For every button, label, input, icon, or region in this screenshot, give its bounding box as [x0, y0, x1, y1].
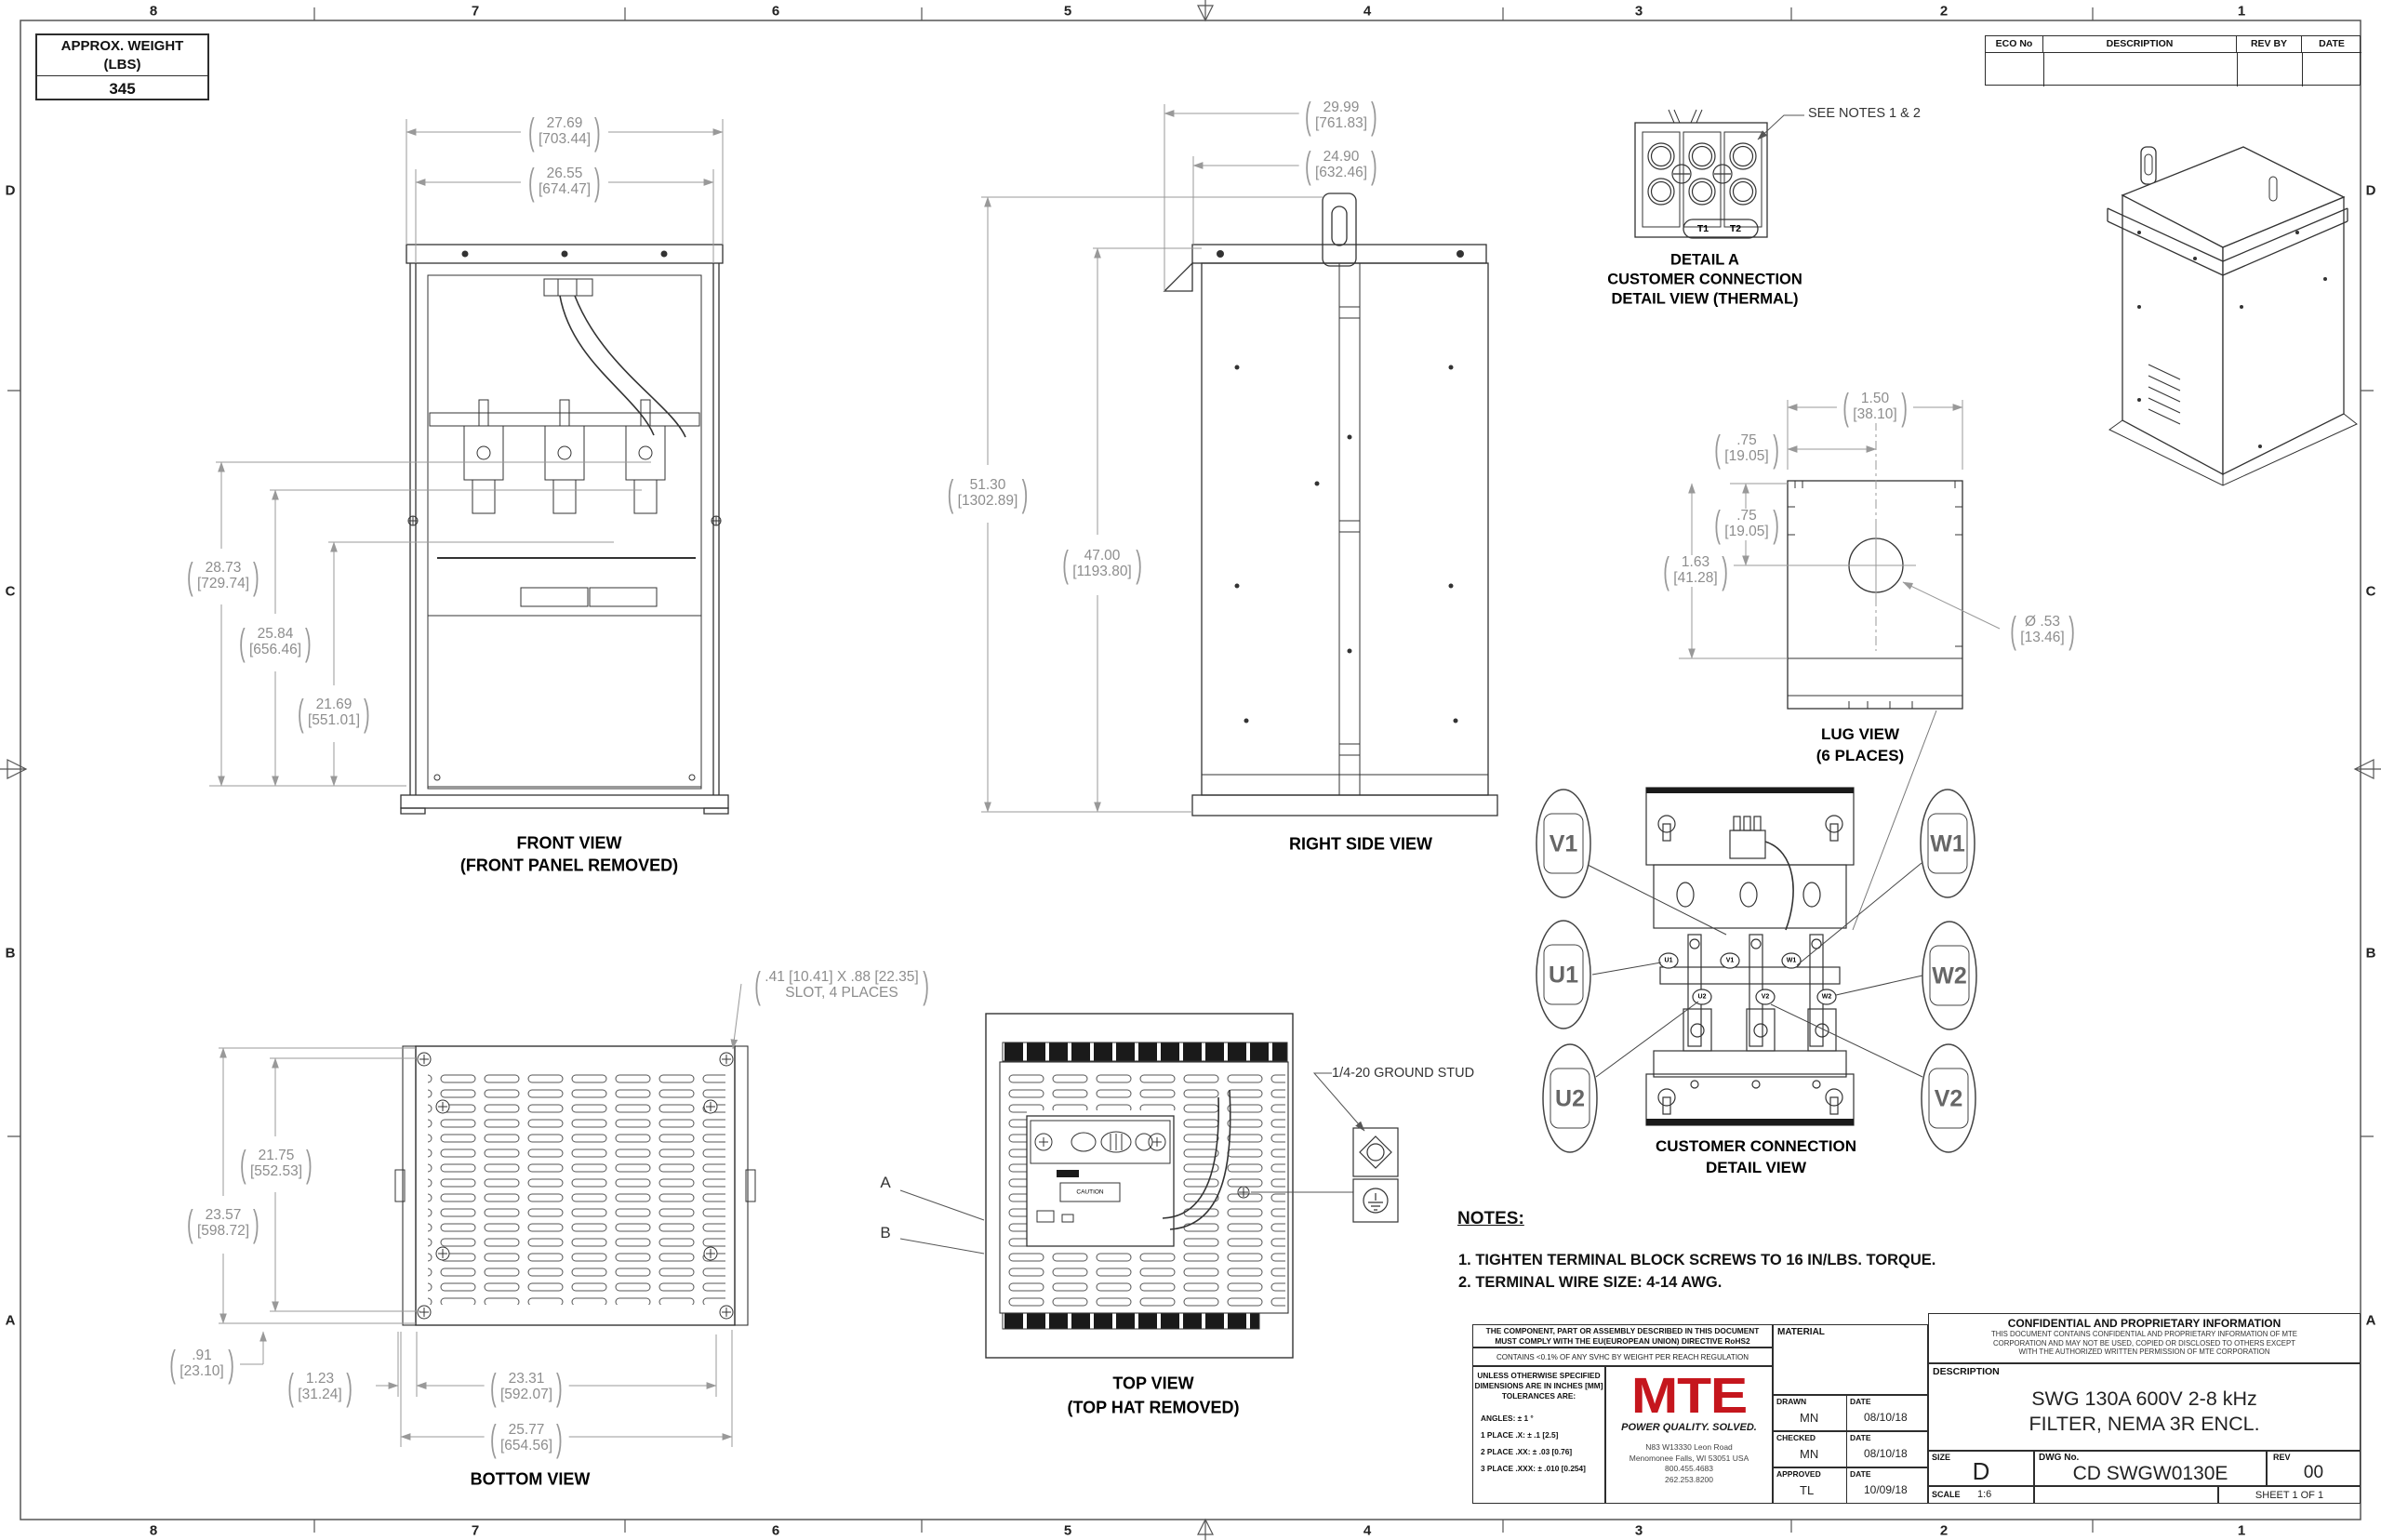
paren-close: ) — [923, 965, 929, 1006]
rohs-line-2: MUST COMPLY WITH THE EU(EUROPEAN UNION) DIRECTIVE RoHS2 — [1495, 1335, 1750, 1346]
tag-u1: U1 — [1664, 957, 1673, 964]
zone-bottom-7: 7 — [471, 1522, 480, 1539]
confidential-box — [1928, 1313, 2361, 1363]
paren-open: ( — [1304, 145, 1311, 186]
tag-u2: U2 — [1697, 993, 1707, 1001]
paren-close: ) — [1773, 429, 1779, 470]
dim-front-width-outer — [523, 112, 607, 153]
zone-top-7: 7 — [471, 3, 480, 20]
mte-tagline: POWER QUALITY. SOLVED. — [1621, 1422, 1757, 1434]
dim-mm: [729.74] — [196, 576, 250, 591]
dim-in: 24.90 — [1323, 149, 1360, 166]
size-label: SIZE — [1932, 1453, 1951, 1462]
paren-close: ) — [253, 556, 260, 597]
dim-front-height-1 — [181, 556, 266, 597]
section-label-b: B — [880, 1224, 891, 1241]
confidential-line-1: THIS DOCUMENT CONTAINS CONFIDENTIAL AND PROPRIETARY INFORMATION OF MTE — [1991, 1330, 2297, 1338]
paren-open: ( — [186, 556, 193, 597]
zone-top-2: 2 — [1939, 3, 1949, 20]
rohs-statement-box — [1472, 1324, 1773, 1348]
paren-open: ( — [186, 1203, 193, 1244]
paren-close: ) — [1371, 145, 1378, 186]
paren-close: ) — [228, 1344, 234, 1385]
approved-value: TL — [1800, 1483, 1815, 1497]
dim-bottom-height-2 — [181, 1203, 266, 1244]
paren-open: ( — [287, 1367, 294, 1408]
paren-open: ( — [238, 622, 246, 663]
checked-date: 08/10/18 — [1864, 1447, 1908, 1460]
tolerance-header-3: TOLERANCES ARE: — [1501, 1391, 1576, 1401]
dwg-no-cell — [2034, 1451, 2267, 1486]
dim-in: .75 — [1736, 432, 1757, 449]
detail-a-subtitle-1: CUSTOMER CONNECTION — [1607, 271, 1802, 288]
logo-box — [1605, 1366, 1773, 1504]
tolerance-2-place: 2 PLACE .XX: ± .03 [0.76] — [1481, 1447, 1573, 1457]
zone-right-b: B — [2365, 945, 2376, 962]
front-view-dims — [209, 119, 723, 786]
dim-in: 1.63 — [1681, 554, 1710, 571]
zone-top-1: 1 — [2237, 3, 2246, 20]
dim-in: 23.31 — [508, 1371, 545, 1387]
dwg-no-value: CD SWGW0130E — [2072, 1463, 2228, 1484]
section-label-a: A — [880, 1174, 891, 1191]
bottom-view-title: BOTTOM VIEW — [470, 1469, 591, 1489]
rev-label: REV — [2273, 1453, 2291, 1462]
approved-row — [1773, 1467, 1928, 1504]
paren-close: ) — [1371, 96, 1378, 137]
dim-in: 1.23 — [305, 1371, 335, 1387]
customer-connection-art — [1646, 788, 1854, 1125]
dim-mm: [654.56] — [499, 1438, 553, 1454]
dim-mm: [552.53] — [249, 1163, 303, 1179]
zone-top-5: 5 — [1063, 3, 1072, 20]
tag-v2: V2 — [1761, 993, 1770, 1001]
drawn-row — [1773, 1395, 1928, 1431]
balloon-w2: W2 — [1932, 962, 1967, 989]
side-view-dims — [981, 104, 1323, 812]
dim-bottom-offset-1 — [164, 1344, 240, 1385]
paren-close: ) — [253, 1203, 260, 1244]
dim-lug-height — [1657, 551, 1734, 591]
paren-close: ) — [556, 1367, 564, 1408]
dim-mm: [656.46] — [248, 642, 302, 657]
description-line-2: FILTER, NEMA 3R ENCL. — [2029, 1412, 2260, 1435]
approved-label: APPROVED — [1776, 1469, 1821, 1479]
paren-close: ) — [364, 693, 371, 734]
dim-side-depth-1 — [1299, 96, 1384, 137]
zone-bottom-8: 8 — [149, 1522, 158, 1539]
zone-left-d: D — [5, 182, 16, 199]
checked-date-label: DATE — [1850, 1433, 1871, 1442]
paren-close: ) — [1136, 544, 1142, 585]
front-view-title: FRONT VIEW — [516, 833, 622, 853]
dim-in: 27.69 — [546, 115, 583, 132]
paren-open: ( — [1714, 504, 1721, 545]
zone-right-d: D — [2365, 182, 2376, 199]
dim-side-height-1 — [941, 473, 1033, 514]
top-view-subtitle: (TOP HAT REMOVED) — [1067, 1398, 1240, 1417]
dim-mm: [31.24] — [298, 1387, 342, 1402]
dim-mm: [761.83] — [1314, 115, 1368, 131]
zone-bottom-4: 4 — [1363, 1522, 1372, 1539]
zone-right-c: C — [2365, 583, 2376, 600]
dim-lug-hole-x — [1709, 429, 1785, 470]
weight-box — [35, 33, 209, 100]
zone-bottom-2: 2 — [1939, 1522, 1949, 1539]
dim-in: 1.50 — [1860, 391, 1890, 407]
zone-left-b: B — [5, 945, 16, 962]
paren-close: ) — [556, 1418, 564, 1459]
tag-w2: W2 — [1821, 993, 1832, 1001]
dim-in: 29.99 — [1323, 100, 1360, 116]
drawn-value: MN — [1800, 1411, 1819, 1425]
scale-value: 1:6 — [1977, 1489, 1992, 1500]
confidential-title: CONFIDENTIAL AND PROPRIETARY INFORMATION — [2007, 1317, 2281, 1330]
paren-open: ( — [1062, 544, 1069, 585]
zone-top-8: 8 — [149, 3, 158, 20]
zone-bottom-5: 5 — [1063, 1522, 1072, 1539]
paren-close: ) — [1722, 551, 1728, 591]
tolerance-1-place: 1 PLACE .X: ± .1 [2.5] — [1481, 1429, 1559, 1440]
dim-in: .75 — [1736, 508, 1757, 524]
balloon-u2: U2 — [1555, 1085, 1585, 1112]
paren-open: ( — [754, 965, 761, 1006]
front-view-art — [401, 245, 728, 814]
balloon-v1: V1 — [1549, 830, 1578, 857]
terminal-t2-label: T2 — [1729, 223, 1742, 234]
paren-open: ( — [1304, 96, 1311, 137]
dim-mm: [1193.80] — [1072, 564, 1132, 579]
confidential-line-3: WITH THE AUTHORIZED WRITTEN PERMISSION OF MTE CORPORATION — [2018, 1348, 2270, 1356]
dim-mm: [551.01] — [307, 712, 361, 728]
paren-close: ) — [306, 1144, 313, 1185]
paren-open: ( — [527, 112, 535, 153]
paren-open: ( — [169, 1344, 176, 1385]
see-notes-callout: SEE NOTES 1 & 2 — [1808, 106, 1921, 121]
dim-mm: [41.28] — [1673, 570, 1718, 586]
balloon-v2: V2 — [1934, 1085, 1963, 1112]
dim-in: 25.77 — [508, 1422, 545, 1439]
detail-a-subtitle-2: DETAIL VIEW (THERMAL) — [1611, 290, 1799, 308]
zone-bottom-3: 3 — [1634, 1522, 1643, 1539]
dim-mm: [1302.89] — [957, 493, 1018, 509]
paren-open: ( — [489, 1418, 497, 1459]
size-value: D — [1972, 1457, 1990, 1485]
zone-top-4: 4 — [1363, 3, 1372, 20]
tag-w1: W1 — [1786, 957, 1797, 964]
paren-open: ( — [527, 162, 535, 203]
top-view-title: TOP VIEW — [1112, 1374, 1194, 1393]
side-view-title: RIGHT SIDE VIEW — [1288, 834, 1433, 854]
scale-spacer-cell — [2034, 1486, 2218, 1504]
rev-cell — [2267, 1451, 2361, 1486]
dim-in: 26.55 — [546, 166, 583, 182]
weight-box-title-line1: APPROX. WEIGHT — [60, 38, 184, 54]
balloon-u1: U1 — [1549, 962, 1578, 989]
tolerance-angles: ANGLES: ± 1 ° — [1481, 1413, 1534, 1423]
side-view-art — [1164, 193, 1497, 816]
size-cell — [1928, 1451, 2034, 1486]
slot-places: SLOT, 4 PLACES — [785, 985, 898, 1001]
customer-connection-title: CUSTOMER CONNECTION — [1656, 1137, 1856, 1155]
dim-in: 47.00 — [1084, 548, 1121, 564]
scale-label: SCALE — [1932, 1490, 1961, 1499]
description-box — [1928, 1363, 2361, 1451]
dim-side-height-2 — [1057, 544, 1148, 585]
customer-connection-subtitle: DETAIL VIEW — [1706, 1159, 1806, 1176]
lug-view-art — [1788, 402, 1962, 709]
dim-mm: [13.46] — [2020, 630, 2065, 645]
dwg-no-label: DWG No. — [2039, 1453, 2080, 1463]
dim-slot-callout — [749, 965, 935, 1006]
zone-left-a: A — [5, 1312, 16, 1329]
note-item-1: 1. TIGHTEN TERMINAL BLOCK SCREWS TO 16 IN/LBS. TORQUE. — [1458, 1252, 1936, 1268]
zone-top-6: 6 — [771, 3, 780, 20]
eco-table — [1985, 35, 2361, 86]
paren-open: ( — [1714, 429, 1721, 470]
paren-open: ( — [1663, 551, 1669, 591]
drawn-date-label: DATE — [1850, 1397, 1871, 1406]
reach-statement-box: CONTAINS <0.1% OF ANY SVHC BY WEIGHT PER REACH REGULATION — [1472, 1348, 1773, 1366]
tag-v1: V1 — [1725, 957, 1735, 964]
checked-label: CHECKED — [1776, 1433, 1816, 1442]
scale-cell — [1928, 1486, 2034, 1504]
zone-bottom-1: 1 — [2237, 1522, 2246, 1539]
dim-front-height-2 — [233, 622, 318, 663]
eco-col-description: DESCRIPTION — [2043, 36, 2237, 53]
dim-mm: [19.05] — [1724, 524, 1769, 539]
eco-row-divider-1 — [2043, 53, 2044, 86]
tolerance-header-1: UNLESS OTHERWISE SPECIFIED — [1477, 1371, 1601, 1380]
paren-close: ) — [2068, 610, 2075, 651]
dim-lug-width — [1837, 387, 1913, 428]
dim-mm: [598.72] — [196, 1223, 250, 1239]
zone-top-3: 3 — [1634, 3, 1643, 20]
top-view-art — [900, 1014, 1398, 1358]
dim-front-height-3 — [292, 693, 377, 734]
dim-lug-hole-y — [1709, 504, 1785, 545]
dim-front-width-inner — [523, 162, 607, 203]
dim-bottom-height-1 — [234, 1144, 319, 1185]
paren-close: ) — [594, 112, 602, 153]
paren-close: ) — [1901, 387, 1908, 428]
paren-close: ) — [1773, 504, 1779, 545]
zone-left-c: C — [5, 583, 16, 600]
paren-close: ) — [1021, 473, 1029, 514]
dim-mm: [19.05] — [1724, 448, 1769, 464]
dim-lug-hole-dia — [2004, 610, 2081, 651]
zone-bottom-6: 6 — [771, 1522, 780, 1539]
mte-logo: MTE — [1630, 1368, 1748, 1424]
dim-mm: [592.07] — [499, 1387, 553, 1402]
paren-open: ( — [297, 693, 304, 734]
weight-box-title-line2: (LBS) — [103, 57, 141, 73]
balloon-w1: W1 — [1930, 830, 1965, 857]
tolerance-header-2: DIMENSIONS ARE IN INCHES [MM] — [1474, 1381, 1603, 1391]
lug-view-subtitle: (6 PLACES) — [1816, 747, 1905, 764]
eco-row-divider-3 — [2302, 53, 2303, 86]
drawn-date: 08/10/18 — [1864, 1411, 1908, 1424]
eco-col-rev-by: REV BY — [2237, 36, 2302, 53]
dim-bottom-offset-2 — [282, 1367, 358, 1408]
paren-close: ) — [346, 1367, 352, 1408]
paren-open: ( — [947, 473, 954, 514]
zone-right-a: A — [2365, 1312, 2376, 1329]
mte-address-4: 262.253.8200 — [1665, 1474, 1713, 1484]
terminal-t1-label: T1 — [1696, 223, 1709, 234]
tolerance-3-place: 3 PLACE .XXX: ± .010 [0.254] — [1481, 1464, 1586, 1474]
notes-title: NOTES: — [1457, 1209, 1524, 1228]
checked-value: MN — [1800, 1447, 1819, 1461]
drawn-label: DRAWN — [1776, 1397, 1807, 1406]
dim-mm: [632.46] — [1314, 165, 1368, 180]
dim-in: .91 — [192, 1348, 212, 1364]
approved-date: 10/09/18 — [1864, 1483, 1908, 1496]
eco-col-eco-no: ECO No — [1986, 36, 2043, 53]
dim-in: 21.69 — [315, 697, 352, 713]
paren-close: ) — [305, 622, 313, 663]
mte-address-3: 800.455.4683 — [1665, 1464, 1713, 1474]
dim-mm: [674.47] — [538, 181, 592, 197]
paren-open: ( — [239, 1144, 246, 1185]
weight-value: 345 — [109, 80, 136, 98]
checked-row — [1773, 1431, 1928, 1467]
dim-bottom-width-2 — [485, 1418, 569, 1459]
mte-address-2: Menomonee Falls, WI 53051 USA — [1629, 1453, 1749, 1463]
paren-close: ) — [594, 162, 602, 203]
dim-in: 23.57 — [205, 1207, 242, 1224]
rohs-line-1: THE COMPONENT, PART OR ASSEMBLY DESCRIBED IN THIS DOCUMENT — [1485, 1326, 1760, 1335]
mte-address-1: N83 W13330 Leon Road — [1645, 1442, 1733, 1453]
slot-size: .41 [10.41] X .88 [22.35] — [765, 969, 919, 986]
bottom-view-art — [395, 1046, 755, 1325]
detail-a-title: DETAIL A — [1670, 251, 1739, 269]
front-view-subtitle: (FRONT PANEL REMOVED) — [459, 856, 679, 875]
caution-label: CAUTION — [1076, 1188, 1104, 1196]
approved-date-label: DATE — [1850, 1469, 1871, 1479]
sheet-cell: SHEET 1 OF 1 — [2218, 1486, 2361, 1504]
material-label: MATERIAL — [1777, 1327, 1825, 1337]
dim-bottom-width-1 — [485, 1367, 569, 1408]
dim-side-depth-2 — [1299, 145, 1384, 186]
lug-view-title: LUG VIEW — [1820, 725, 1900, 743]
paren-open: ( — [489, 1367, 497, 1408]
dim-in: Ø .53 — [2025, 614, 2060, 631]
paren-open: ( — [2010, 610, 2016, 651]
dim-in: 21.75 — [258, 1148, 295, 1164]
description-line-1: SWG 130A 600V 2-8 kHz — [2031, 1387, 2257, 1410]
dim-in: 25.84 — [257, 626, 294, 643]
detail-a-art — [1635, 110, 1804, 238]
isometric-art — [2108, 147, 2357, 485]
note-item-2: 2. TERMINAL WIRE SIZE: 4-14 AWG. — [1458, 1274, 1723, 1291]
ground-stud-callout: 1/4-20 GROUND STUD — [1332, 1066, 1475, 1081]
rev-value: 00 — [2303, 1463, 2324, 1482]
description-label: DESCRIPTION — [1933, 1366, 2000, 1377]
eco-col-date: DATE — [2302, 36, 2361, 53]
dim-in: 28.73 — [205, 560, 242, 577]
confidential-line-2: CORPORATION AND MAY NOT BE USED, COPIED OR DISCLOSED TO OTHERS EXCEPT — [1993, 1338, 2295, 1348]
eco-row-divider-2 — [2237, 53, 2238, 86]
material-box — [1773, 1324, 1928, 1395]
paren-open: ( — [1842, 387, 1849, 428]
tolerance-box — [1472, 1366, 1605, 1504]
dim-mm: [38.10] — [1853, 406, 1897, 422]
dim-in: 51.30 — [969, 477, 1006, 494]
dim-mm: [23.10] — [180, 1363, 224, 1379]
dim-mm: [703.44] — [538, 131, 592, 147]
